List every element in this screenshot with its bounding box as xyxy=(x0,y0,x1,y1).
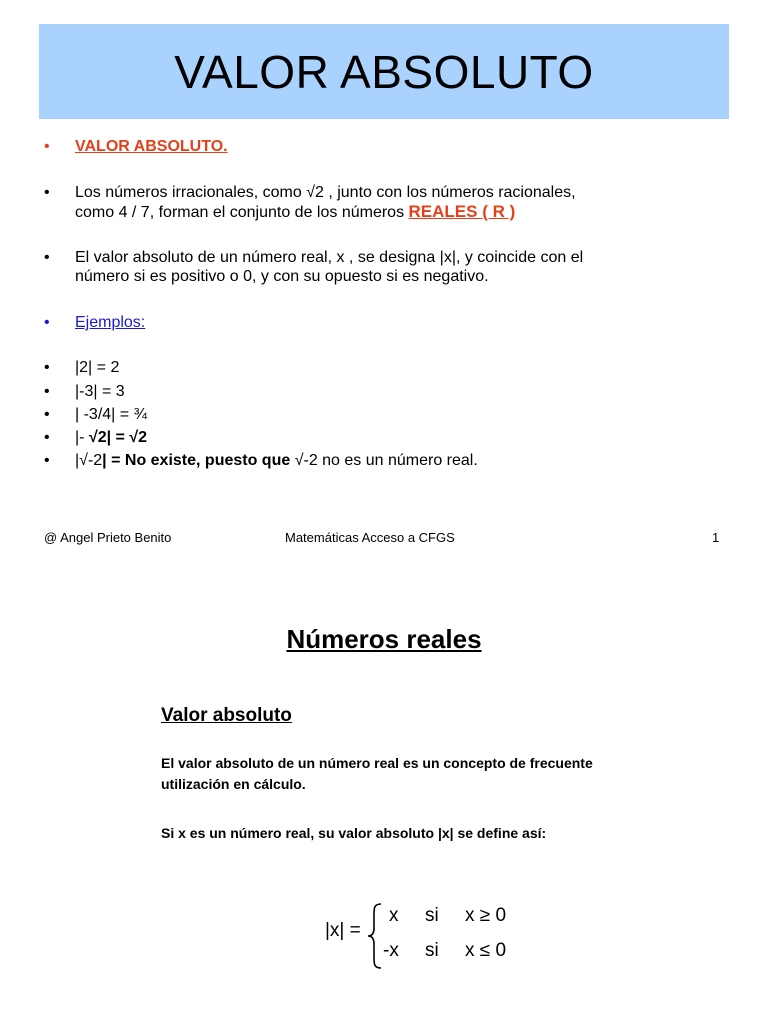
bullet-dot: • xyxy=(44,452,50,469)
example-text xyxy=(75,451,725,470)
definition-line1: El valor absoluto de un número real, x , se designa |x|, y coincide con el xyxy=(75,249,584,266)
example-bold: √2| = √2 xyxy=(88,429,148,446)
definition-line2: número si es positivo o 0, y con su opuesto si es negativo. xyxy=(75,268,489,285)
footer-course: Matemáticas Acceso a CFGS xyxy=(285,530,455,545)
absolute-value-formula xyxy=(325,900,555,972)
examples-label: Ejemplos: xyxy=(75,314,146,331)
formula-lhs: |x| = xyxy=(325,920,361,941)
irrational-line1: Los números irracionales, como √2 , junto con los números racionales, xyxy=(75,184,576,201)
bullet-dot: • xyxy=(44,138,50,155)
example-pre: |- xyxy=(75,429,89,446)
bullet-dot: • xyxy=(44,383,50,400)
bullet-dot: • xyxy=(44,184,50,201)
case-si: si xyxy=(425,940,439,961)
case-condition: x ≤ 0 xyxy=(465,940,507,961)
bullet-dot: • xyxy=(44,429,50,446)
example-text: |-3| = 3 xyxy=(75,383,125,400)
intro-line2: utilización en cálculo. xyxy=(161,776,306,792)
section-subtitle: Valor absoluto xyxy=(161,705,292,726)
case-expr: -x xyxy=(383,940,399,961)
intro-line1: El valor absoluto de un número real es un concepto de frecuente xyxy=(161,755,593,771)
bullet-dot: • xyxy=(44,249,50,266)
irrational-line2: como 4 / 7, forman el conjunto de los números xyxy=(75,204,409,221)
definition-text xyxy=(75,248,725,286)
curly-brace-icon xyxy=(367,903,383,969)
page2-title: Números reales xyxy=(286,624,482,654)
example-text: |2| = 2 xyxy=(75,359,120,376)
footer-page-number: 1 xyxy=(712,530,720,545)
example-pre: |√-2 xyxy=(75,452,103,469)
bullet-dot: • xyxy=(44,406,50,423)
example-post: √-2 no es un número real. xyxy=(294,452,478,469)
bullet-dot: • xyxy=(44,359,50,376)
example-text: | -3/4| = ¾ xyxy=(75,406,147,423)
reales-label: REALES ( R ) xyxy=(408,202,516,221)
title-banner xyxy=(39,24,729,119)
section-heading: VALOR ABSOLUTO. xyxy=(75,138,228,155)
bullet-dot: • xyxy=(44,314,50,331)
irrational-text xyxy=(75,183,725,222)
example-text xyxy=(75,428,725,447)
case-si: si xyxy=(425,905,439,926)
definition-paragraph: Si x es un número real, su valor absoluto |x| se define así: xyxy=(161,825,547,841)
example-bold: | = No existe, puesto que xyxy=(102,452,295,469)
slide-title: VALOR ABSOLUTO xyxy=(174,45,594,98)
case-condition: x ≥ 0 xyxy=(465,905,507,926)
case-expr: x xyxy=(389,905,399,926)
footer-author: @ Angel Prieto Benito xyxy=(44,530,172,545)
intro-paragraph xyxy=(161,753,721,795)
